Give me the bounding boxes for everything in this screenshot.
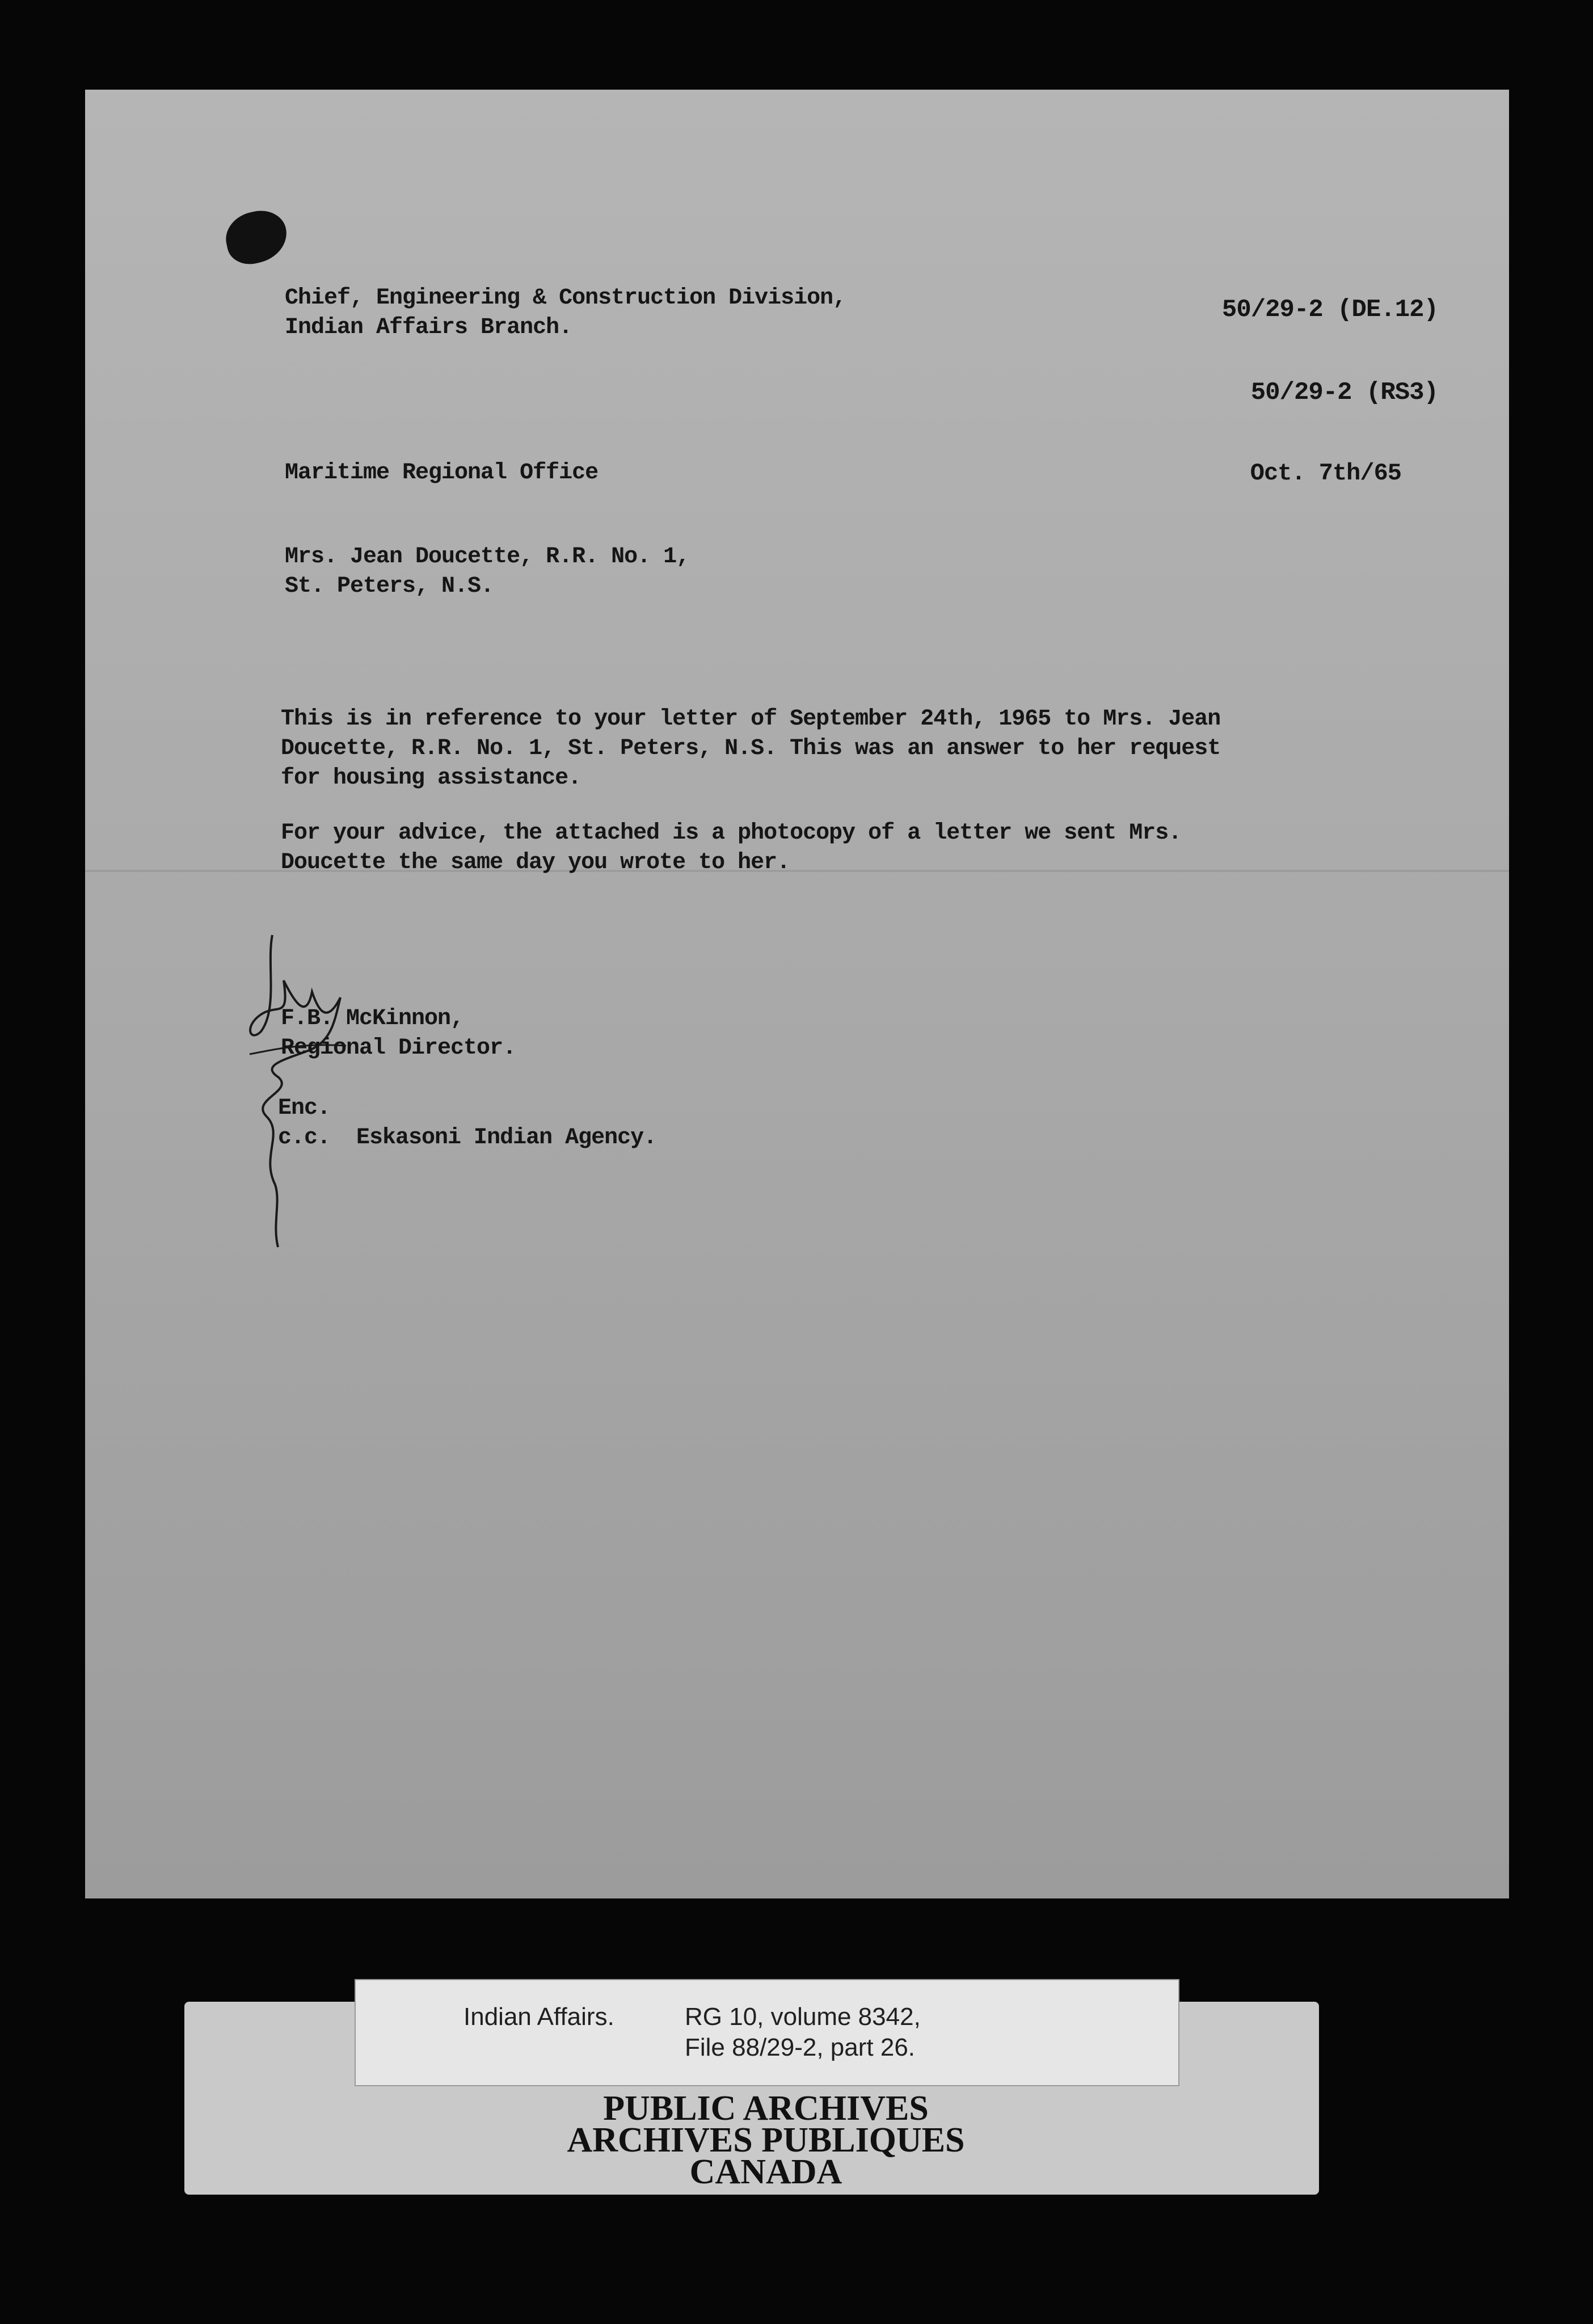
recipient-block	[285, 284, 846, 343]
stamp-line-2: ARCHIVES PUBLIQUES	[567, 2121, 965, 2159]
enclosure-note: Enc.	[278, 1096, 331, 1121]
recipient-line-2: Indian Affairs Branch.	[285, 315, 572, 340]
recipient-line-1: Chief, Engineering & Construction Division,	[285, 285, 846, 311]
sender-office: Maritime Regional Office	[285, 460, 599, 486]
subject-block	[285, 542, 689, 601]
subject-line-2: St. Peters, N.S.	[285, 574, 494, 599]
archive-label-card	[355, 1979, 1179, 2086]
signature-block	[281, 1004, 516, 1063]
body-paragraph-2: For your advice, the attached is a photocopy of a letter we sent Mrs. Doucette the same day you wrote to her.	[281, 820, 1182, 875]
signer-title: Regional Director.	[281, 1035, 516, 1061]
signer-name: F.B. McKinnon,	[281, 1006, 464, 1032]
archive-department: Indian Affairs.	[463, 2003, 614, 2031]
letter-page	[85, 90, 1509, 1898]
file-reference-2: 50/29-2 (RS3)	[1250, 378, 1438, 407]
subject-line-1: Mrs. Jean Doucette, R.R. No. 1,	[285, 544, 690, 570]
stamp-line-3: CANADA	[689, 2153, 842, 2191]
archives-stamp	[355, 2089, 1177, 2191]
archive-record-group: RG 10, volume 8342,	[685, 2003, 921, 2031]
carbon-copy-line: c.c. Eskasoni Indian Agency.	[278, 1125, 657, 1151]
body-paragraph-1: This is in reference to your letter of September 24th, 1965 to Mrs. Jean Doucette, R.R. No. 1, St. Peters, N.S. This was an answer to her request for housing assistance.	[281, 706, 1221, 791]
archive-file-number: File 88/29-2, part 26.	[685, 2034, 916, 2061]
letter-date: Oct. 7th/65	[1250, 460, 1401, 487]
punch-hole	[221, 206, 292, 268]
stamp-line-1: PUBLIC ARCHIVES	[603, 2089, 929, 2128]
file-reference-1: 50/29-2 (DE.12)	[1221, 296, 1438, 324]
